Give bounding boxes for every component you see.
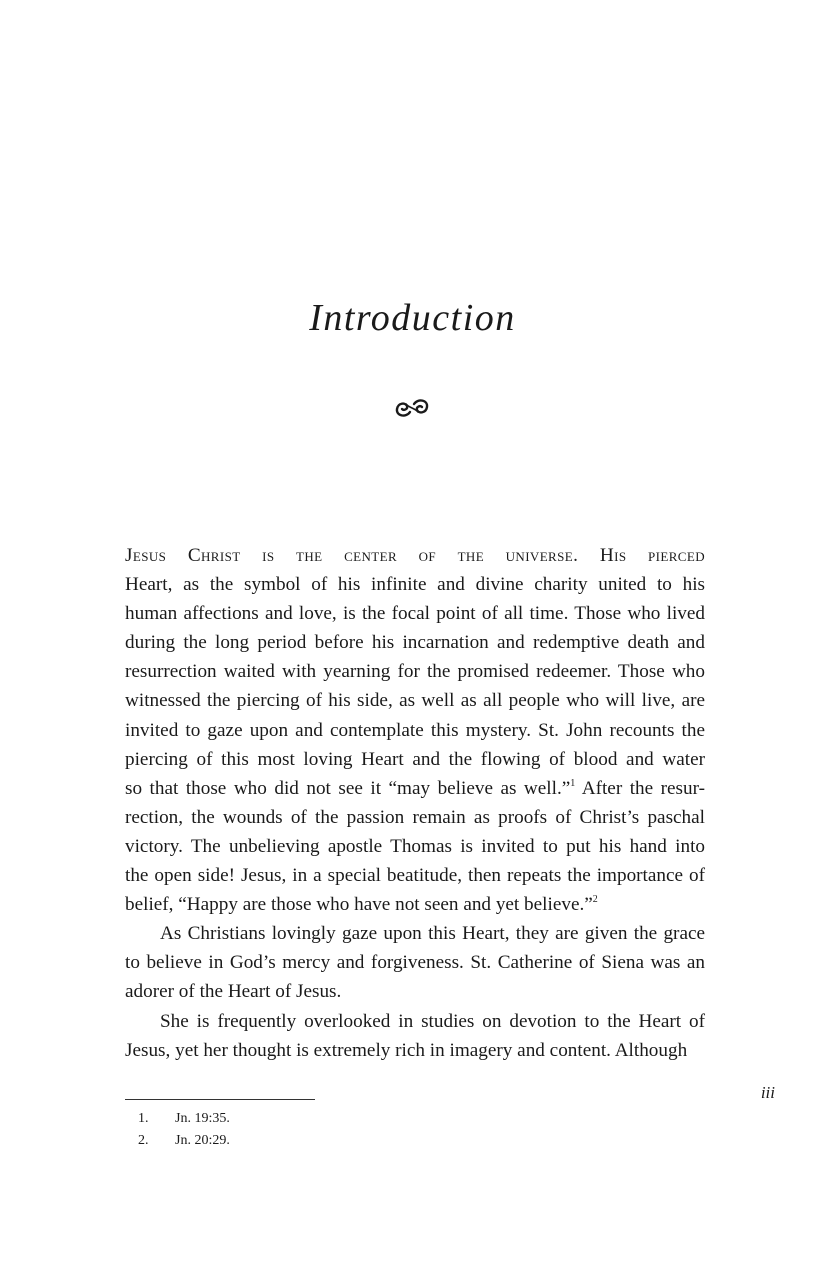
line-text: so that those who did not see it “may believe as well.” [125, 777, 571, 799]
text-line [125, 919, 705, 948]
paragraph [125, 1007, 705, 1065]
footnote-text: Jn. 19:35. [175, 1111, 230, 1126]
line-text: Jesus, yet her thought is extremely rich in imagery and content. Although [125, 1039, 688, 1061]
line-text: belief, “Happy are those who have not seen and yet believe.” [125, 894, 593, 916]
line-text: victory. The unbelieving apostle Thomas is invited to put his hand into [125, 835, 705, 857]
line-text: rection, the wounds of the passion remain as proofs of Christ’s paschal [125, 806, 705, 828]
paragraph [125, 541, 705, 919]
footnotes [125, 1108, 525, 1152]
line-text: during the long period before his incarnation and redemptive death and [125, 632, 705, 654]
line-text: piercing of this most loving Heart and the flowing of blood and water [125, 748, 705, 770]
footnote [125, 1108, 525, 1130]
footnote [125, 1130, 525, 1152]
footnote-reference[interactable]: 1 [570, 777, 576, 789]
text-line [125, 657, 705, 686]
text-line [125, 686, 705, 715]
footnote-number: 1. [138, 1111, 149, 1126]
text-line [125, 803, 705, 832]
line-text: invited to gaze upon and contemplate this mystery. St. John recounts the [125, 719, 705, 741]
text-line [125, 890, 705, 919]
footnote-reference[interactable]: 2 [592, 894, 598, 906]
text-line [125, 745, 705, 774]
text-line [125, 1036, 705, 1065]
text-line [125, 948, 705, 977]
line-text: She is frequently overlooked in studies on devotion to the Heart of [160, 1010, 705, 1032]
line-text: witnessed the piercing of his side, as well as all people who will live, are [125, 690, 705, 712]
line-text: to believe in God’s mercy and forgiveness. St. Catherine of Siena was an [125, 952, 705, 974]
line-text: adorer of the Heart of Jesus. [125, 981, 342, 1003]
line-text: Heart, as the symbol of his infinite and divine charity united to his [125, 574, 705, 596]
small-caps-opening: Jesus Christ is the center of the universe. His pierced [125, 545, 705, 566]
footnote-divider [125, 1099, 315, 1100]
footnote-number: 2. [138, 1133, 149, 1148]
text-line [125, 628, 705, 657]
line-text: resurrection waited with yearning for the promised redeemer. Those who [125, 661, 705, 683]
text-line [125, 977, 705, 1006]
line-text: human affections and love, is the focal point of all time. Those who lived [125, 603, 705, 625]
line-text: After the resur- [575, 777, 706, 799]
text-line [125, 599, 705, 628]
body-text [125, 541, 705, 1065]
paragraph [125, 919, 705, 1006]
line-text: the open side! Jesus, in a special beatitude, then repeats the importance of [125, 865, 705, 887]
text-line [125, 1007, 705, 1036]
text-line [125, 774, 705, 803]
line-text: As Christians lovingly gaze upon this Heart, they are given the grace [160, 923, 705, 945]
text-line [125, 541, 705, 570]
text-line [125, 570, 705, 599]
text-line [125, 716, 705, 745]
fleuron-ornament-icon [392, 394, 432, 422]
text-line [125, 861, 705, 890]
page-number: iii [760, 1083, 775, 1102]
text-line [125, 832, 705, 861]
footnote-text: Jn. 20:29. [175, 1133, 230, 1148]
page-title: Introduction [309, 297, 516, 339]
